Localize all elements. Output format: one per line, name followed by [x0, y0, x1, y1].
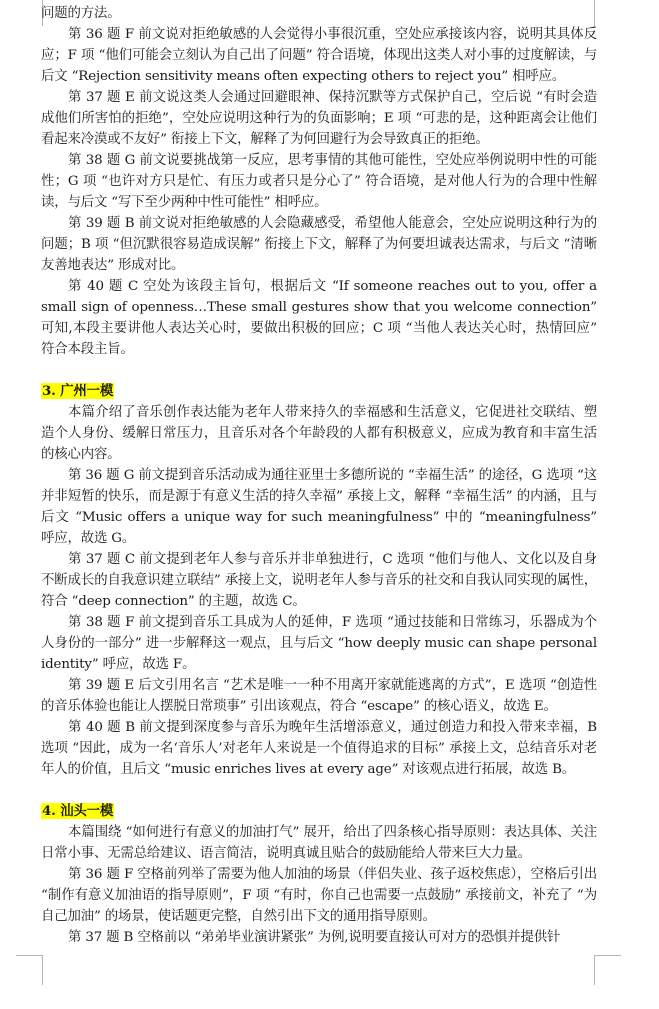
document-body: [41, 3, 597, 948]
s3-q39-paragraph: 第 39 题 E 后文引用名言 “艺术是唯一一种不用离开家就能逃离的方式”，E 选项 “创造性的音乐体验也能让人摆脱日常琐事” 引出该观点，符合 “escape” 的核心语义，故选 E。: [41, 678, 597, 714]
s2-q36-paragraph: 第 36 题 F 前文说对拒绝敏感的人会觉得小事很沉重，空处应承接该内容，说明其具体反应；F 项 “他们可能会立刻认为自己出了问题” 符合语境，体现出这类人对小事的过度解读，与后文 “Rejection sensitivity means often expecting others to reject you” 相呼应。: [41, 27, 597, 84]
crop-mark-bottom-right-h: [595, 955, 621, 956]
crop-mark-bottom-left-v: [42, 955, 43, 985]
intro-tail-paragraph: 问题的方法。: [41, 6, 121, 21]
crop-mark-bottom-left-h: [16, 955, 42, 956]
s2-q38-paragraph: 第 38 题 G 前文说要挑战第一反应，思考事情的其他可能性，空处应举例说明中性的可能性；G 项 “也许对方只是忙、有压力或者只是分心了” 符合语境，是对他人行为的合理中性解读，与后文 “写下至少两种中性可能性” 相呼应。: [41, 153, 597, 210]
section-heading-shantou: [41, 801, 597, 822]
s4-summary-paragraph: 本篇围绕 “如何进行有意义的加油打气” 展开，给出了四条核心指导原则：表达具体、关注日常小事、无需总给建议、语言简洁，说明真诚且贴合的鼓励能给人带来巨大力量。: [41, 825, 597, 861]
s3-q38-paragraph: 第 38 题 F 前文提到音乐工具成为人的延伸，F 选项 “通过技能和日常练习，乐器成为个人身份的一部分” 进一步解释这一观点，且与后文 “how deeply music can shape personal identity” 呼应，故选 F。: [41, 615, 597, 672]
section-spacer: [41, 360, 597, 381]
s2-q37-paragraph: 第 37 题 E 前文说这类人会通过回避眼神、保持沉默等方式保护自己，空后说 “有时会造成他们所害怕的拒绝”，空处应说明这种行为的负面影响；E 项 “可悲的是，这种距离会让他们看起来冷漠或不友好” 衔接上下文，解释了为何回避行为会导致真正的拒绝。: [41, 90, 597, 147]
section-spacer: [41, 780, 597, 801]
section-heading-guangzhou: [41, 381, 597, 402]
heading-highlight: 4. 汕头一模: [42, 803, 114, 819]
crop-mark-bottom-right-v: [594, 955, 595, 985]
s4-q36-paragraph: 第 36 题 F 空格前列举了需要为他人加油的场景（伴侣失业、孩子返校焦虑），空格后引出 “制作有意义加油语的指导原则”，F 项 “有时，你自己也需要一点鼓励” 承接前文，补充了 “为自己加油” 的场景，使话题更完整，自然引出下文的通用指导原则。: [41, 867, 597, 924]
s2-q40-paragraph: 第 40 题 C 空处为该段主旨句，根据后文 “If someone reaches out to you, offer a small sign of openness…These small gestures show that you welcome connection” 可知,本段主要讲他人表达关心时，要做出积极的回应；C 项 “当他人表达关心时，热情回应” 符合本段主旨。: [41, 279, 597, 357]
heading-highlight: 3. 广州一模: [42, 383, 114, 399]
s3-q40-paragraph: 第 40 题 B 前文提到深度参与音乐为晚年生活增添意义，通过创造力和投入带来幸福，B 选项 “因此，成为一名‘音乐人’对老年人来说是一个值得追求的目标” 承接上文，总结音乐对老年人的价值，且后文 “music enriches lives at every age” 对该观点进行拓展，故选 B。: [41, 720, 597, 777]
s3-q36-paragraph: 第 36 题 G 前文提到音乐活动成为通往亚里士多德所说的 “幸福生活” 的途径，G 选项 “这并非短暂的快乐，而是源于有意义生活的持久幸福” 承接上文，解释 “幸福生活” 的内涵，且与后文 “Music offers a unique way for such meaningfulness” 中的 “meaningfulness” 呼应，故选 G。: [41, 468, 597, 546]
s4-q37-paragraph: 第 37 题 B 空格前以 “弟弟毕业演讲紧张” 为例,说明要直接认可对方的恐惧并提供针: [68, 930, 561, 945]
s3-q37-paragraph: 第 37 题 C 前文提到老年人参与音乐并非单独进行，C 选项 “他们与他人、文化以及自身不断成长的自我意识建立联结” 承接上文，说明老年人参与音乐的社交和自我认同实现的属性，符合 “deep connection” 的主题，故选 C。: [41, 552, 597, 609]
s3-summary-paragraph: 本篇介绍了音乐创作表达能为老年人带来持久的幸福感和生活意义，它促进社交联结、塑造个人身份、缓解日常压力，且音乐对各个年龄段的人都有积极意义，应成为教育和丰富生活的核心内容。: [41, 405, 597, 462]
s2-q39-paragraph: 第 39 题 B 前文说对拒绝敏感的人会隐藏感受，希望他人能意会，空处应说明这种行为的问题；B 项 “但沉默很容易造成误解” 衔接上下文，解释了为何要坦诚表达需求，与后文 “清晰友善地表达” 形成对比。: [41, 216, 597, 273]
